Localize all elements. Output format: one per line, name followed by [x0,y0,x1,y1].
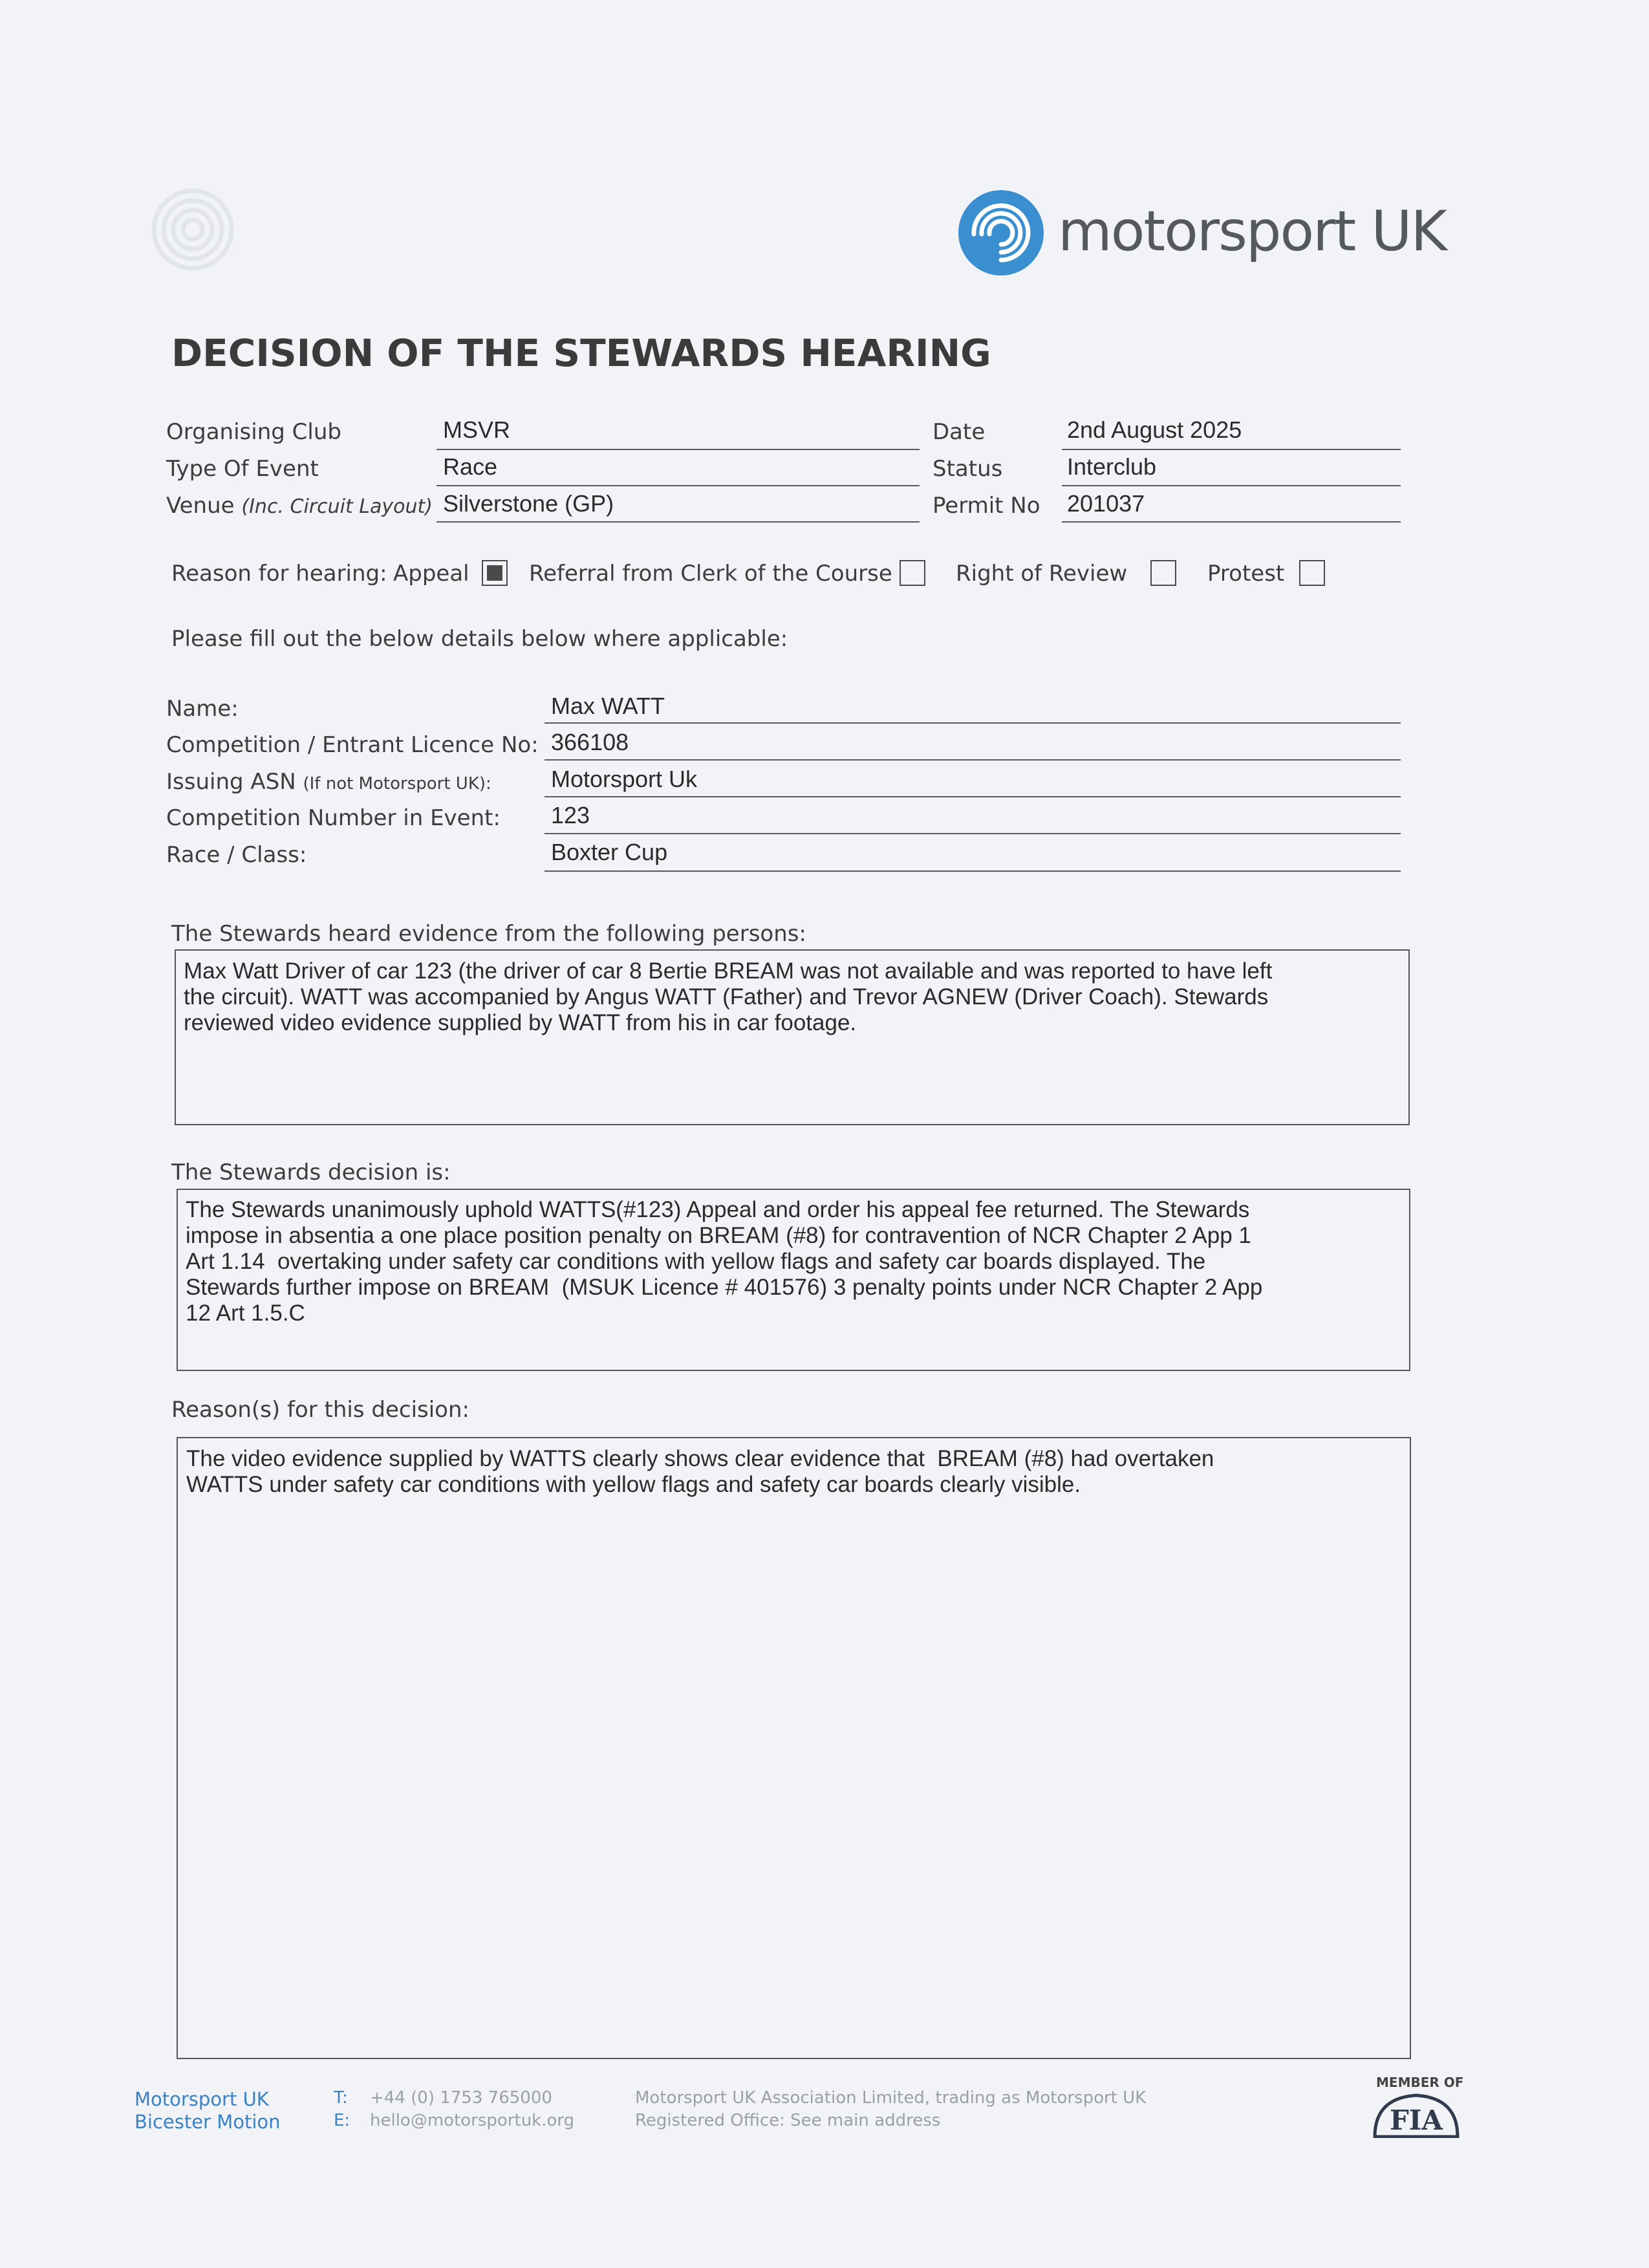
comp-number-line [544,833,1401,834]
page-title: DECISION OF THE STEWARDS HEARING [171,331,991,375]
type-of-event-label: Type Of Event [166,456,319,482]
asn-value: Motorsport Uk [551,766,698,792]
licence-value: 366108 [551,729,629,755]
footer-email-label: E: [334,2111,350,2130]
permit-value: 201037 [1067,490,1145,517]
permit-line [1062,521,1401,523]
status-line [1062,485,1401,486]
venue-line [436,521,920,523]
evidence-label: The Stewards heard evidence from the following persons: [171,921,806,947]
footer-email[interactable]: hello@motorsportuk.org [370,2111,575,2130]
reasons-box [177,1437,1411,2059]
referral-checkbox[interactable] [900,560,925,586]
reasons-label: Reason(s) for this decision: [171,1397,469,1423]
comp-number-value: 123 [551,802,590,828]
reason-protest-label: Protest [1207,561,1285,587]
status-value: Interclub [1067,453,1157,480]
licence-label: Competition / Entrant Licence No: [166,732,539,758]
venue-label-note: (Inc. Circuit Layout) [241,495,433,518]
licence-line [544,759,1401,761]
date-value: 2nd August 2025 [1067,416,1242,443]
asn-line [544,796,1401,797]
member-of-label: MEMBER OF [1376,2075,1464,2090]
race-class-label: Race / Class: [166,842,307,868]
footer-legal-line2: Registered Office: See main address [635,2111,941,2130]
venue-value: Silverstone (GP) [443,490,614,517]
motorsport-swirl-icon [956,188,1046,278]
reason-appeal-label: Appeal [393,561,469,587]
permit-label: Permit No [932,493,1040,519]
footer-org-line1: Motorsport UK [135,2088,269,2110]
competitor-name-label: Name: [166,696,239,722]
date-line [1062,449,1401,450]
evidence-text: Max Watt Driver of car 123 (the driver of car 8 Bertie BREAM was not available and was reported to have left the circuit). WATT was accompanied by Angus WATT (Father) and Trevor AGNEW (Driver Coach). Stewards reviewed video evidence supplied by WATT from his in car footage. [184,958,1273,1035]
reason-review-label: Right of Review [956,561,1128,587]
footer-tel: +44 (0) 1753 765000 [370,2088,552,2108]
reasons-text: The video evidence supplied by WATTS clearly shows clear evidence that BREAM (#8) had overtaken WATTS under safety car conditions with yellow flags and safety car boards clearly visible. [186,1446,1214,1497]
fia-wordmark: FIA [1389,2104,1443,2136]
fia-logo [1372,2091,1460,2138]
asn-label-note: (If not Motorsport UK): [303,774,491,794]
watermark-logo-icon [147,184,238,275]
brand-wordmark: motorsport UK [1058,199,1446,264]
competitor-name-value: Max WATT [551,693,665,719]
comp-number-label: Competition Number in Event: [166,805,501,831]
footer-legal-line1: Motorsport UK Association Limited, trading as Motorsport UK [635,2088,1147,2108]
instructions-text: Please fill out the below details below where applicable: [171,626,788,652]
protest-checkbox[interactable] [1299,560,1325,586]
footer-tel-label: T: [334,2088,348,2108]
decision-text: The Stewards unanimously uphold WATTS(#123) Appeal and order his appeal fee returned. The Stewards impose in absentia a one place position penalty on BREAM (#8) for contravention of NCR Chapter 2 App 1 Art 1.14 overtaking under safety car conditions with yellow flags and safety car boards displayed. The Stewards further impose on BREAM (MSUK Licence # 401576) 3 penalty points under NCR Chapter 2 App 12 Art 1.5.C [186,1197,1263,1326]
race-class-value: Boxter Cup [551,839,668,865]
organising-club-line [436,449,920,450]
reason-label: Reason for hearing: [171,561,387,587]
brand-logo [956,188,1467,278]
status-label: Status [932,456,1003,482]
decision-label: The Stewards decision is: [171,1160,451,1185]
type-of-event-line [436,485,920,486]
footer-org-line2: Bicester Motion [135,2111,281,2133]
right-of-review-checkbox[interactable] [1150,560,1176,586]
date-label: Date [932,419,986,445]
race-class-line [544,870,1401,872]
appeal-checkbox[interactable] [482,560,508,586]
organising-club-label: Organising Club [166,419,341,445]
type-of-event-value: Race [443,453,498,480]
asn-label: Issuing ASN (If not Motorsport UK): [166,769,491,795]
venue-label: Venue (Inc. Circuit Layout) [166,493,433,519]
competitor-name-line [544,722,1401,724]
organising-club-value: MSVR [443,416,511,443]
reason-referral-label: Referral from Clerk of the Course [529,561,892,587]
